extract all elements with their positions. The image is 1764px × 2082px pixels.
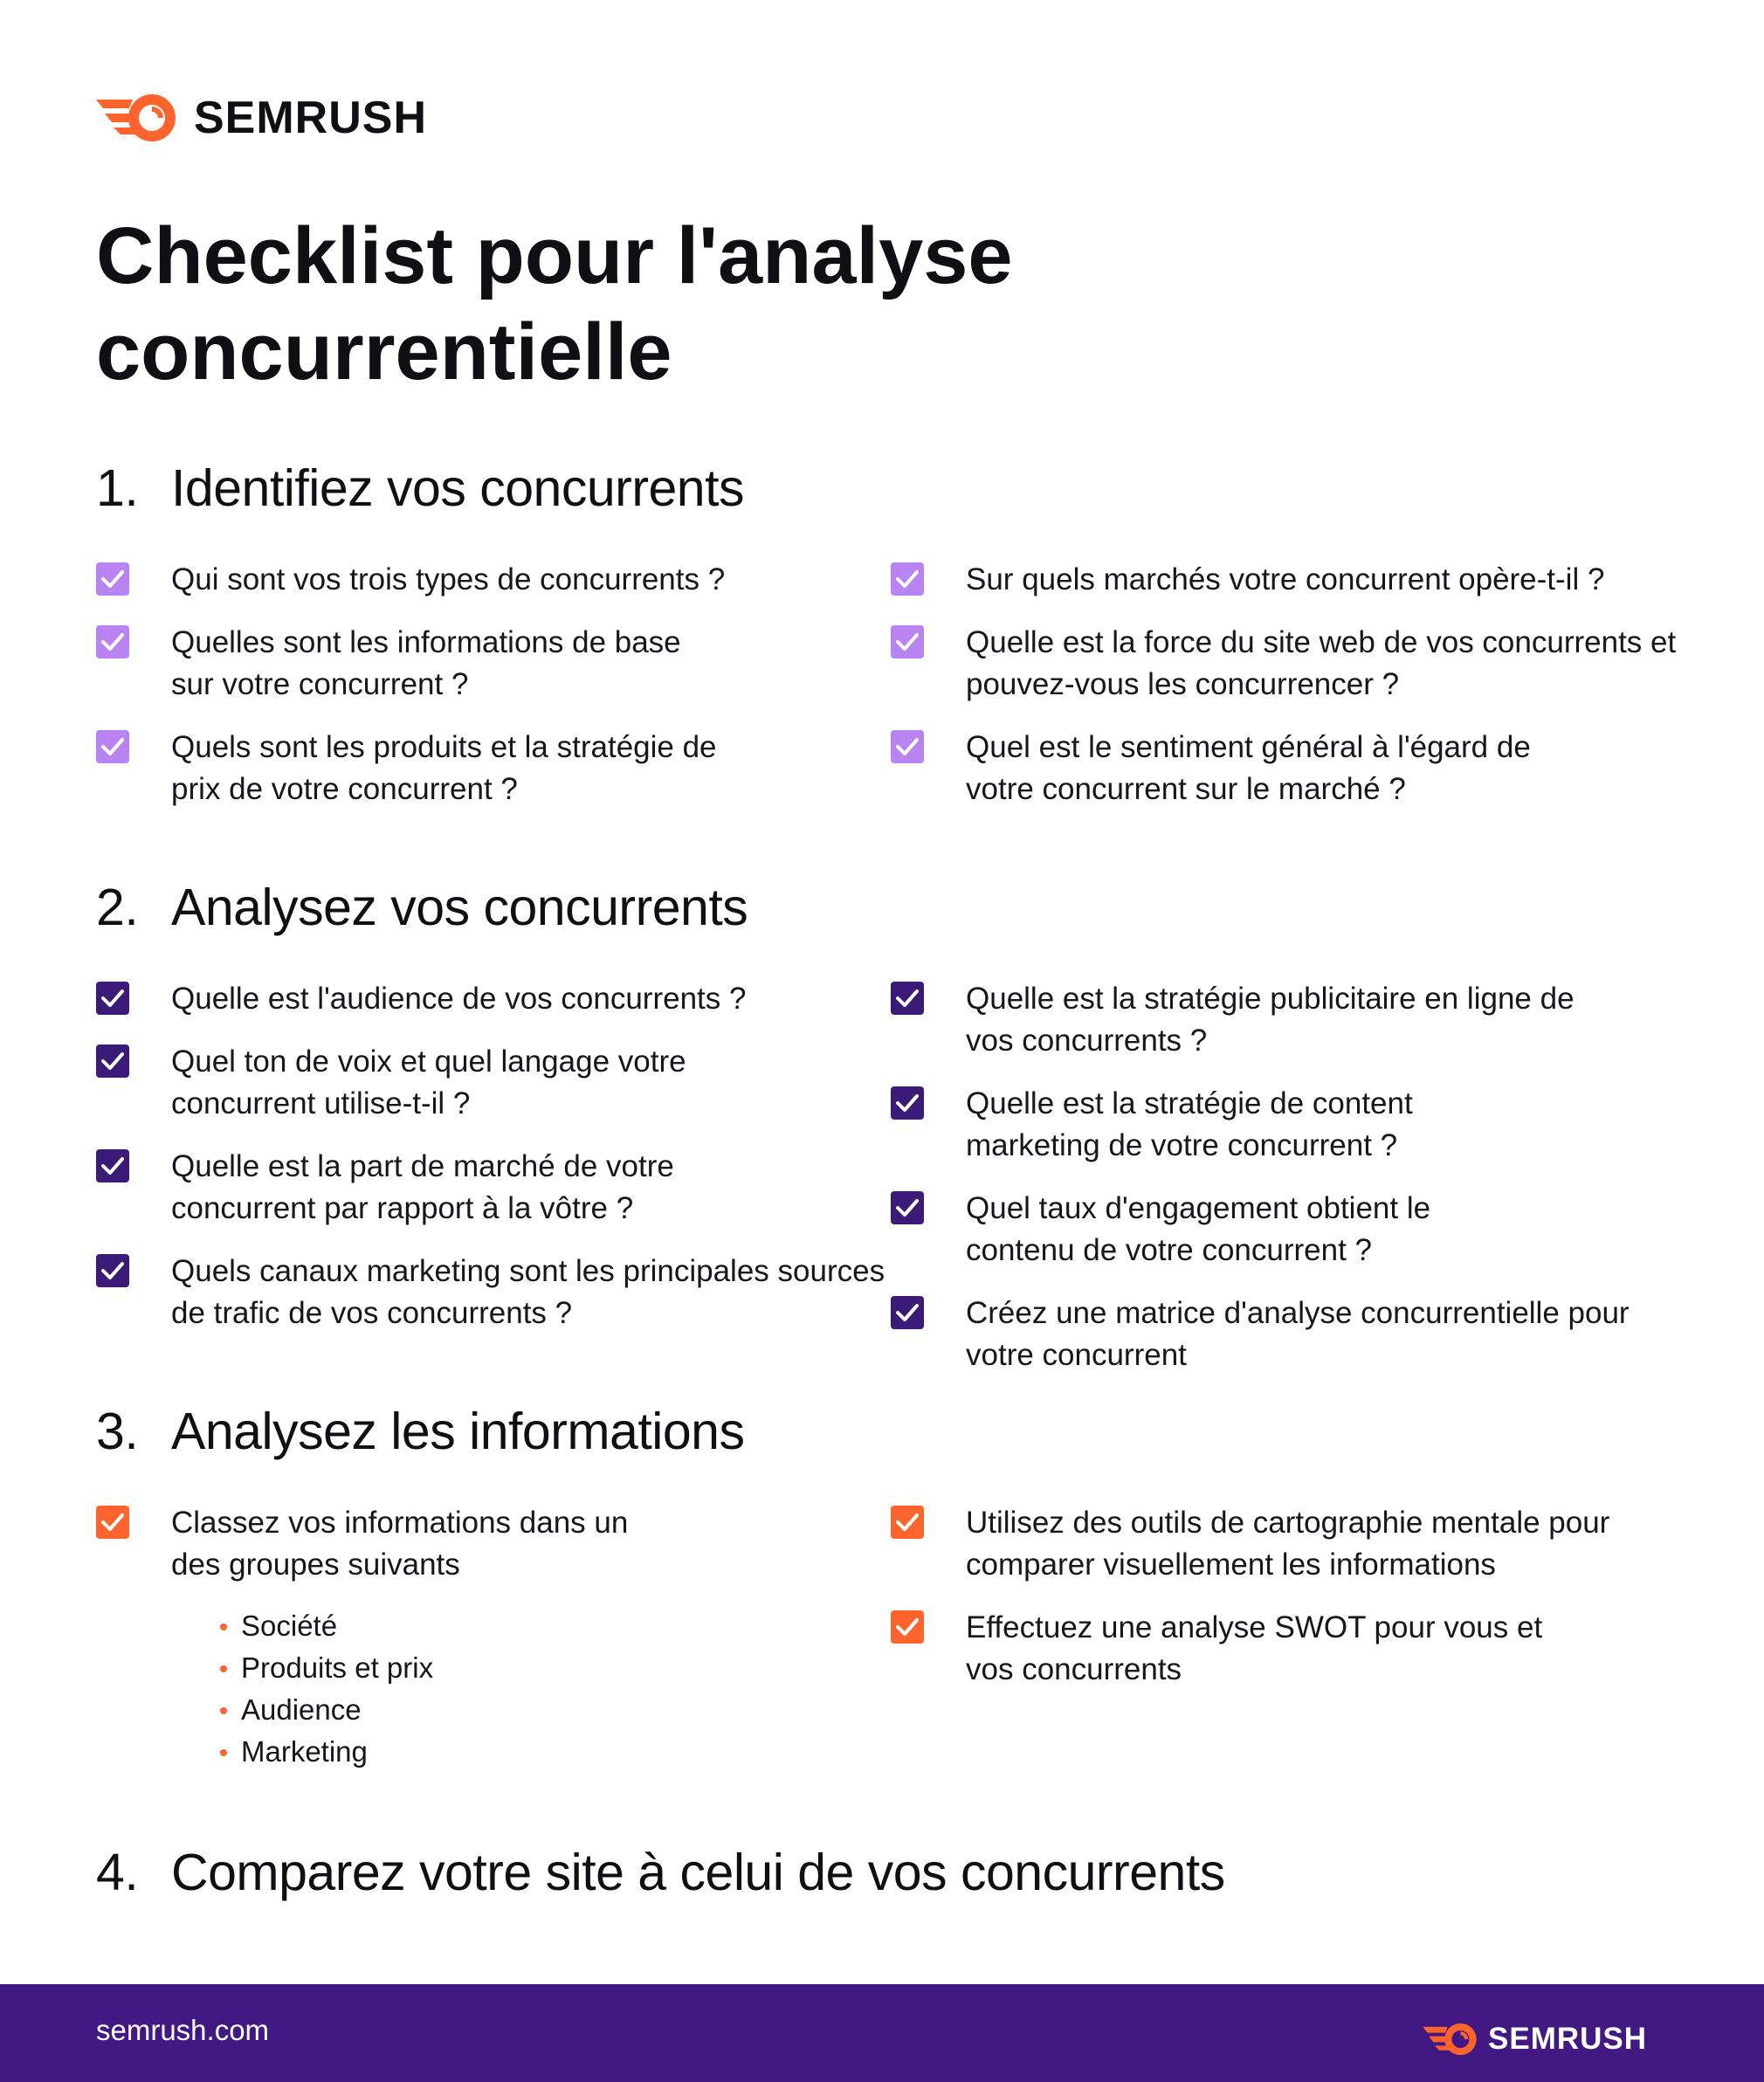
checkbox-checked-icon (891, 1296, 924, 1329)
semrush-flame-icon (1422, 2021, 1479, 2058)
checkbox-checked-icon (96, 982, 129, 1015)
list-item: Marketing (217, 1731, 433, 1773)
checklist-item-label: Quelle est la stratégie publicitaire en ligne de vos concurrents ? (966, 982, 1575, 1058)
section-heading-1 (96, 457, 744, 520)
section-title: Identifiez vos concurrents (171, 459, 744, 517)
checklist-item-label: Effectuez une analyse SWOT pour vous et vos concurrents (966, 1610, 1543, 1686)
page-title: Checklist pour l'analyse concurrentielle (96, 211, 1013, 396)
checklist-item-label: Quelles sont les informations de base sur votre concurrent ? (171, 625, 681, 701)
checkbox-checked-icon (891, 625, 924, 658)
checklist-item-label: Quel ton de voix et quel langage votre concurrent utilise-t-il ? (171, 1044, 686, 1120)
section-heading-4 (96, 1841, 1225, 1904)
list-item: Audience (217, 1689, 433, 1731)
checklist-item-label: Quelle est la force du site web de vos concurrents et pouvez-vous les concurrencer ? (966, 625, 1677, 701)
checklist-item-label: Sur quels marchés votre concurrent opère-t-il ? (966, 562, 1605, 596)
bullet-dot-icon (220, 1749, 227, 1756)
checklist-item-label: Quel taux d'engagement obtient le contenu de votre concurrent ? (966, 1191, 1431, 1267)
bullet-dot-icon (220, 1665, 227, 1672)
checkbox-checked-icon (891, 982, 924, 1015)
section-title: Analysez les informations (171, 1403, 745, 1460)
list-item: Société (217, 1605, 433, 1647)
semrush-logo (94, 91, 427, 145)
brand-name: SEMRUSH (194, 93, 428, 143)
checklist-item-label: Quelle est la stratégie de content marketing de votre concurrent ? (966, 1086, 1413, 1162)
checklist-item-label: Classez vos informations dans un des groupes suivants (171, 1506, 629, 1582)
section-title: Comparez votre site à celui de vos concurrents (171, 1844, 1225, 1901)
checkbox-checked-icon (96, 1044, 129, 1078)
section-number: 4. (96, 1844, 139, 1901)
checklist-item-label: Créez une matrice d'analyse concurrentielle pour votre concurrent (966, 1296, 1630, 1372)
bullet-dot-icon (220, 1707, 227, 1714)
checklist-item-label: Quelle est l'audience de vos concurrents ? (171, 982, 747, 1016)
checkbox-checked-icon (891, 730, 924, 763)
checkbox-checked-icon (891, 1191, 924, 1224)
checkbox-checked-icon (96, 1149, 129, 1182)
section-number: 1. (96, 459, 139, 517)
section-title: Analysez vos concurrents (171, 879, 748, 936)
checkbox-checked-icon (891, 562, 924, 596)
section-heading-2 (96, 876, 748, 939)
brand-name: SEMRUSH (1488, 2022, 1648, 2056)
checkbox-checked-icon (96, 625, 129, 658)
checkbox-checked-icon (96, 1254, 129, 1287)
checklist-item-label: Quels sont les produits et la stratégie de prix de votre concurrent ? (171, 730, 717, 806)
footer-url: semrush.com (96, 2014, 270, 2046)
checklist-item-label: Quel est le sentiment général à l'égard de votre concurrent sur le marché ? (966, 730, 1531, 806)
checklist-item-label: Quels canaux marketing sont les principales sources de trafic de vos concurrents ? (171, 1254, 885, 1330)
groups-list (217, 1605, 433, 1773)
semrush-flame-icon (94, 91, 180, 145)
checkbox-checked-icon (891, 1506, 924, 1539)
checkbox-checked-icon (96, 562, 129, 596)
checklist-item-label: Utilisez des outils de cartographie mentale pour comparer visuellement les informations (966, 1506, 1610, 1582)
checkbox-checked-icon (891, 1086, 924, 1120)
bullet-dot-icon (220, 1624, 227, 1630)
list-item: Produits et prix (217, 1647, 433, 1689)
section-number: 3. (96, 1403, 139, 1460)
checkbox-checked-icon (891, 1610, 924, 1644)
checklist-item-label: Qui sont vos trois types de concurrents ? (171, 562, 726, 596)
checkbox-checked-icon (96, 730, 129, 763)
checklist-item-label: Quelle est la part de marché de votre concurrent par rapport à la vôtre ? (171, 1149, 674, 1225)
checkbox-checked-icon (96, 1506, 129, 1539)
semrush-logo (1422, 2021, 1647, 2058)
section-number: 2. (96, 879, 139, 936)
section-heading-3 (96, 1400, 744, 1463)
